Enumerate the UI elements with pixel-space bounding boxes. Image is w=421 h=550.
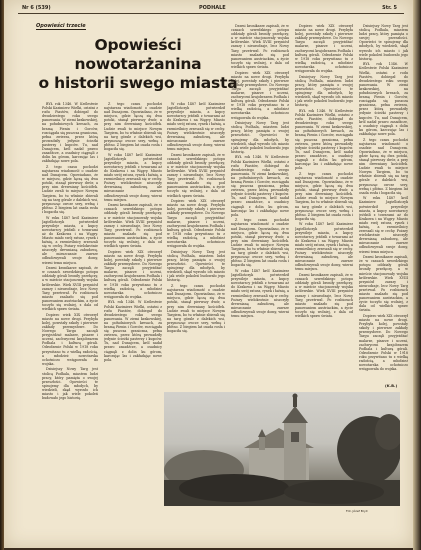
column-text: Dopiero wiek XIX otworzył miasto na nowe drogi. Przybyła kolej, powstały szkoły i pierwsze zakłady przemysłowe. Do Nowego Targu zaczęli przyjeżdżać malarze, pisarze i uczeni, zachwyceni krajobrazem Podhala i kulturą górali. Odrodzenie Polski w 1918 roku przywitano tu z wielką radością, a młodzież nowotarska ochotniczo wstępowała do wojska. bbox=[295, 24, 353, 74]
column-text: Dopiero wiek XIX otworzył miasto na nowe drogi. Przybyła kolej, powstały szkoły i pierwsze zakłady przemysłowe. Do Nowego Targu zaczęli przyjeżdżać malarze, pisarze i uczeni, zachwyceni krajobrazem Podhala i kulturą górali. Odrodzenie Polski w 1918 roku przywitano tu z wielką radością, a młodzież nowotarska ochotniczo wstępowała do wojska. bbox=[359, 313, 408, 372]
masthead-title: PODHALE bbox=[199, 5, 226, 11]
column-text: W roku 1487 król Kazimierz Jagiellończyk potwierdził przywileje miasta, a kupcy nowotarscy jeździli z towarami aż do Krakowa i na Węgry. Miasto miało swój ratusz, rynek i łaźnię, a rzemieślnicy zrzeszali się w cechy. Pożary wielokrotnie niszczyły drewnianą zabudowę, ale mieszczanie zawsze odbudowywali swoje domy, wierni temu miejscu. bbox=[295, 222, 353, 272]
column-text: W roku 1487 król Kazimierz Jagiellończyk potwierdził przywileje miasta, a kupcy nowotarscy jeździli z towarami aż do Krakowa i na Węgry. Miasto miało swój ratusz, rynek i łaźnię, a rzemieślnicy zrzeszali się w cechy. Pożary wielokrotnie niszczyły drewnianą zabudowę, ale mieszczanie zawsze odbudowywali swoje domy, wierni temu miejscu. bbox=[359, 196, 408, 254]
column-text: Dawni kronikarze zapisali, że w czasach szwedzkiego potopu oddziały górali broniły przełęczy, a w mieście stacjonowały wojska królewskie. Wiek XVIII przyniósł zarazy i nieurodzaje, lecz Nowy Targ przetrwał. Po rozbiorach miasto znalazło się pod panowaniem austriackim, a życie toczyło się wolniej, z dala od wielkich spraw świata. bbox=[104, 203, 162, 249]
text-column-2 bbox=[104, 102, 162, 378]
column-text: Dzisiejszy Nowy Targ jest stolicą Podhala, miastem ludzi pracy, który pamięta o swojej przeszłości. Opowieści te spisujemy dla młodych, by wiedzieli, skąd wyrosło ich miasto i jak wiele pokoleń budowało jego historię. bbox=[42, 367, 98, 401]
column-text: Dopiero wiek XIX otworzył miasto na nowe drogi. Przybyła kolej, powstały szkoły i pierwsze zakłady przemysłowe. Do Nowego Targu zaczęli przyjeżdżać malarze, pisarze i uczeni, zachwyceni krajobrazem Podhala i kulturą górali. Odrodzenie Polski w 1918 roku przywitano tu z wielką radością, a młodzież nowotarska ochotniczo wstępowała do wojska. bbox=[104, 249, 162, 299]
page-number: Str. 5 bbox=[382, 5, 397, 11]
column-text: Z tego czasu pochodzi najstarsza wiadomość o osadzie nad Dunajcem. Opowiadano, że w miejscu, gdzie łączą się dwa potoki, stanął pierwszy dwór, a przy nim drewniany kościółek. Ludzie zwali to miejsce Nowym Targiem, bo tu właśnie zbierali się na targ górale z dalekich wsi, przynosząc owcze sery, wełnę i płótno. Z biegiem lat osada rosła i bogaciła się. bbox=[104, 102, 162, 152]
column-text: Dawni kronikarze zapisali, że w czasach szwedzkiego potopu oddziały górali broniły przełęczy, a w mieście stacjonowały wojska królewskie. Wiek XVIII przyniósł zarazy i nieurodzaje, lecz Nowy Targ przetrwał. Po rozbiorach miasto znalazło się pod panowaniem austriackim, a życie toczyło się wolniej, z dala od wielkich spraw świata. bbox=[231, 24, 289, 69]
column-text: W roku 1487 król Kazimierz Jagiellończyk potwierdził przywileje miasta, a kupcy nowotarscy jeździli z towarami aż do Krakowa i na Węgry. Miasto miało swój ratusz, rynek i łaźnię, a rzemieślnicy zrzeszali się w cechy. Pożary wielokrotnie niszczyły drewnianą zabudowę, ale mieszczanie zawsze odbudowywali swoje domy, wierni temu miejscu. bbox=[167, 102, 225, 152]
headline-line-1: Opowieści nowotarżanina bbox=[74, 36, 202, 73]
column-text: Z tego czasu pochodzi najstarsza wiadomość o osadzie nad Dunajcem. Opowiadano, że w miejscu, gdzie łączą się dwa potoki, stanął pierwszy dwór, a przy nim drewniany kościółek. Ludzie zwali to miejsce Nowym Targiem, bo tu właśnie zbierali się na targ górale z dalekich wsi, przynosząc owcze sery, wełnę i płótno. Z biegiem lat osada rosła i bogaciła się. bbox=[295, 171, 353, 221]
page-header bbox=[14, 3, 407, 13]
column-text: Dopiero wiek XIX otworzył miasto na nowe drogi. Przybyła kolej, powstały szkoły i pierwsze zakłady przemysłowe. Do Nowego Targu zaczęli przyjeżdżać malarze, pisarze i uczeni, zachwyceni krajobrazem Podhala i kulturą górali. Odrodzenie Polski w 1918 roku przywitano tu z wielką radością, a młodzież nowotarska ochotniczo wstępowała do wojska. bbox=[231, 70, 289, 120]
headline-line-2: o historii swego miasta bbox=[38, 74, 238, 92]
article-signature: (K.B.) bbox=[385, 383, 398, 388]
section-label: Opowieści trzecie bbox=[36, 23, 86, 29]
text-column-6 bbox=[359, 24, 408, 380]
text-column-4 bbox=[231, 24, 289, 378]
column-text: Dawni kronikarze zapisali, że w czasach szwedzkiego potopu oddziały górali broniły przełęczy, a w mieście stacjonowały wojska królewskie. Wiek XVIII przyniósł zarazy i nieurodzaje, lecz Nowy Targ przetrwał. Po rozbiorach miasto znalazło się pod panowaniem austriackim, a życie toczyło się wolniej, z dala od wielkich spraw świata. bbox=[295, 273, 353, 318]
column-text: Dzisiejszy Nowy Targ jest stolicą Podhala, miastem ludzi pracy, który pamięta o swojej przeszłości. Opowieści te spisujemy dla młodych, by wiedzieli, skąd wyrosło ich miasto i jak wiele pokoleń budowało jego historię. bbox=[359, 24, 408, 61]
column-text: W roku 1487 król Kazimierz Jagiellończyk potwierdził przywileje miasta, a kupcy nowotarscy jeździli z towarami aż do Krakowa i na Węgry. Miasto miało swój ratusz, rynek i łaźnię, a rzemieślnicy zrzeszali się w cechy. Pożary wielokrotnie niszczyły drewnianą zabudowę, ale mieszczanie zawsze odbudowywali swoje domy, wierni temu miejscu. bbox=[231, 268, 289, 318]
column-text: BYŁ rok 1346. W Królestwie Polski Kazimierz Wielki, ostatni z rodu Piastów, dobiegał do dwudziestego roku swego panowania. W ziemi krakowskiej, na południowych kresach, za bramą Pienin i Gorców, rozciągała się puszcza graniczna, pełna zwierza, przez którą prowadziły jedynie ścieżki pasterzy i kupców. Tu, nad Dunajcem, król nadał prawo zasadźcze, a osadnicy ciągnęli z dolin ku górom, karczując las i zakładając nowe pola. bbox=[104, 300, 162, 362]
page-edge bbox=[413, 0, 421, 550]
photo-caption: Fot. Józef Bryll bbox=[346, 509, 368, 513]
issue-number: Nr 6 (539) bbox=[22, 5, 51, 11]
column-text: BYŁ rok 1346. W Królestwie Polski Kazimierz Wielki, ostatni z rodu Piastów, dobiegał do dwudziestego roku swego panowania. W ziemi krakowskiej, na południowych kresach, za bramą Pienin i Gorców, rozciągała się puszcza graniczna, pełna zwierza, przez którą prowadziły jedynie ścieżki pasterzy i kupców. Tu, nad Dunajcem, król nadał prawo zasadźcze, a osadnicy ciągnęli z dolin ku górom, karczując las i zakładając nowe pola. bbox=[231, 155, 289, 217]
column-text: Z tego czasu pochodzi najstarsza wiadomość o osadzie nad Dunajcem. Opowiadano, że w miejscu, gdzie łączą się dwa potoki, stanął pierwszy dwór, a przy nim drewniany kościółek. Ludzie zwali to miejsce Nowym Targiem, bo tu właśnie zbierali się na targ górale z dalekich wsi, przynosząc owcze sery, wełnę i płótno. Z biegiem lat osada rosła i bogaciła się. bbox=[231, 218, 289, 268]
column-text: Z tego czasu pochodzi najstarsza wiadomość o osadzie nad Dunajcem. Opowiadano, że w miejscu, gdzie łączą się dwa potoki, stanął pierwszy dwór, a przy nim drewniany kościółek. Ludzie zwali to miejsce Nowym Targiem, bo tu właśnie zbierali się na targ górale z dalekich wsi, przynosząc owcze sery, wełnę i płótno. Z biegiem lat osada rosła i bogaciła się. bbox=[359, 137, 408, 195]
church-photo bbox=[164, 392, 400, 506]
column-text: Dawni kronikarze zapisali, że w czasach szwedzkiego potopu oddziały górali broniły przełęczy, a w mieście stacjonowały wojska królewskie. Wiek XVIII przyniósł zarazy i nieurodzaje, lecz Nowy Targ przetrwał. Po rozbiorach miasto znalazło się pod panowaniem austriackim, a życie toczyło się wolniej, z dala od wielkich spraw świata. bbox=[167, 152, 225, 198]
column-text: Dzisiejszy Nowy Targ jest stolicą Podhala, miastem ludzi pracy, który pamięta o swojej przeszłości. Opowieści te spisujemy dla młodych, by wiedzieli, skąd wyrosło ich miasto i jak wiele pokoleń budowało jego historię. bbox=[295, 74, 353, 108]
column-text: W roku 1487 król Kazimierz Jagiellończyk potwierdził przywileje miasta, a kupcy nowotarscy jeździli z towarami aż do Krakowa i na Węgry. Miasto miało swój ratusz, rynek i łaźnię, a rzemieślnicy zrzeszali się w cechy. Pożary wielokrotnie niszczyły drewnianą zabudowę, ale mieszczanie zawsze odbudowywali swoje domy, wierni temu miejscu. bbox=[104, 152, 162, 202]
column-text: Dzisiejszy Nowy Targ jest stolicą Podhala, miastem ludzi pracy, który pamięta o swojej przeszłości. Opowieści te spisujemy dla młodych, by wiedzieli, skąd wyrosło ich miasto i jak wiele pokoleń budowało jego historię. bbox=[231, 121, 289, 154]
column-text: Z tego czasu pochodzi najstarsza wiadomość o osadzie nad Dunajcem. Opowiadano, że w miejscu, gdzie łączą się dwa potoki, stanął pierwszy dwór, a przy nim drewniany kościółek. Ludzie zwali to miejsce Nowym Targiem, bo tu właśnie zbierali się na targ górale z dalekich wsi, przynosząc owcze sery, wełnę i płótno. Z biegiem lat osada rosła i bogaciła się. bbox=[42, 164, 98, 214]
column-text: BYŁ rok 1346. W Królestwie Polski Kazimierz Wielki, ostatni z rodu Piastów, dobiegał do dwudziestego roku swego panowania. W ziemi krakowskiej, na południowych kresach, za bramą Pienin i Gorców, rozciągała się puszcza graniczna, pełna zwierza, przez którą prowadziły jedynie ścieżki pasterzy i kupców. Tu, nad Dunajcem, król nadał prawo zasadźcze, a osadnicy ciągnęli z dolin ku górom, karczując las i zakładając nowe pola. bbox=[42, 102, 98, 164]
column-text: Dopiero wiek XIX otworzył miasto na nowe drogi. Przybyła kolej, powstały szkoły i pierwsze zakłady przemysłowe. Do Nowego Targu zaczęli przyjeżdżać malarze, pisarze i uczeni, zachwyceni krajobrazem Podhala i kulturą górali. Odrodzenie Polski w 1918 roku przywitano tu z wielką radością, a młodzież nowotarska ochotniczo wstępowała do wojska. bbox=[42, 312, 98, 366]
column-text: Dzisiejszy Nowy Targ jest stolicą Podhala, miastem ludzi pracy, który pamięta o swojej przeszłości. Opowieści te spisujemy dla młodych, by wiedzieli, skąd wyrosło ich miasto i jak wiele pokoleń budowało jego historię. bbox=[167, 249, 225, 283]
column-text: Dawni kronikarze zapisali, że w czasach szwedzkiego potopu oddziały górali broniły przełęczy, a w mieście stacjonowały wojska królewskie. Wiek XVIII przyniósł zarazy i nieurodzaje, lecz Nowy Targ przetrwał. Po rozbiorach miasto znalazło się pod panowaniem austriackim, a życie toczyło się wolniej, z dala od wielkich spraw świata. bbox=[359, 255, 408, 313]
text-column-5 bbox=[295, 24, 353, 378]
column-text: BYŁ rok 1346. W Królestwie Polski Kazimierz Wielki, ostatni z rodu Piastów, dobiegał do dwudziestego roku swego panowania. W ziemi krakowskiej, na południowych kresach, za bramą Pienin i Gorców, rozciągała się puszcza graniczna, pełna zwierza, przez którą prowadziły jedynie ścieżki pasterzy i kupców. Tu, nad Dunajcem, król nadał prawo zasadźcze, a osadnicy ciągnęli z dolin ku górom, karczując las i zakładając nowe pola. bbox=[295, 108, 353, 171]
column-text: Dawni kronikarze zapisali, że w czasach szwedzkiego potopu oddziały górali broniły przełęczy, a w mieście stacjonowały wojska królewskie. Wiek XVIII przyniósł zarazy i nieurodzaje, lecz Nowy Targ przetrwał. Po rozbiorach miasto znalazło się pod panowaniem austriackim, a życie toczyło się wolniej, z dala od wielkich spraw świata. bbox=[42, 266, 98, 312]
church-illustration bbox=[164, 392, 400, 506]
header-rule bbox=[18, 13, 404, 14]
column-text: Dopiero wiek XIX otworzył miasto na nowe drogi. Przybyła kolej, powstały szkoły i pierwsze zakłady przemysłowe. Do Nowego Targu zaczęli przyjeżdżać malarze, pisarze i uczeni, zachwyceni krajobrazem Podhala i kulturą górali. Odrodzenie Polski w 1918 roku przywitano tu z wielką radością, a młodzież nowotarska ochotniczo wstępowała do wojska. bbox=[167, 199, 225, 249]
newspaper-page bbox=[4, 0, 413, 548]
text-column-3 bbox=[167, 102, 225, 378]
column-text: Z tego czasu pochodzi najstarsza wiadomość o osadzie nad Dunajcem. Opowiadano, że w miejscu, gdzie łączą się dwa potoki, stanął pierwszy dwór, a przy nim drewniany kościółek. Ludzie zwali to miejsce Nowym Targiem, bo tu właśnie zbierali się na targ górale z dalekich wsi, przynosząc owcze sery, wełnę i płótno. Z biegiem lat osada rosła i bogaciła się. bbox=[167, 284, 225, 334]
column-text: BYŁ rok 1346. W Królestwie Polski Kazimierz Wielki, ostatni z rodu Piastów, dobiegał do dwudziestego roku swego panowania. W ziemi krakowskiej, na południowych kresach, za bramą Pienin i Gorców, rozciągała się puszcza graniczna, pełna zwierza, przez którą prowadziły jedynie ścieżki pasterzy i kupców. Tu, nad Dunajcem, król nadał prawo zasadźcze, a osadnicy ciągnęli z dolin ku górom, karczując las i zakładając nowe pola. bbox=[359, 62, 408, 136]
text-column-1 bbox=[42, 102, 98, 524]
column-text: W roku 1487 król Kazimierz Jagiellończyk potwierdził przywileje miasta, a kupcy nowotarscy jeździli z towarami aż do Krakowa i na Węgry. Miasto miało swój ratusz, rynek i łaźnię, a rzemieślnicy zrzeszali się w cechy. Pożary wielokrotnie niszczyły drewnianą zabudowę, ale mieszczanie zawsze odbudowywali swoje domy, wierni temu miejscu. bbox=[42, 215, 98, 265]
article-headline bbox=[38, 36, 238, 93]
